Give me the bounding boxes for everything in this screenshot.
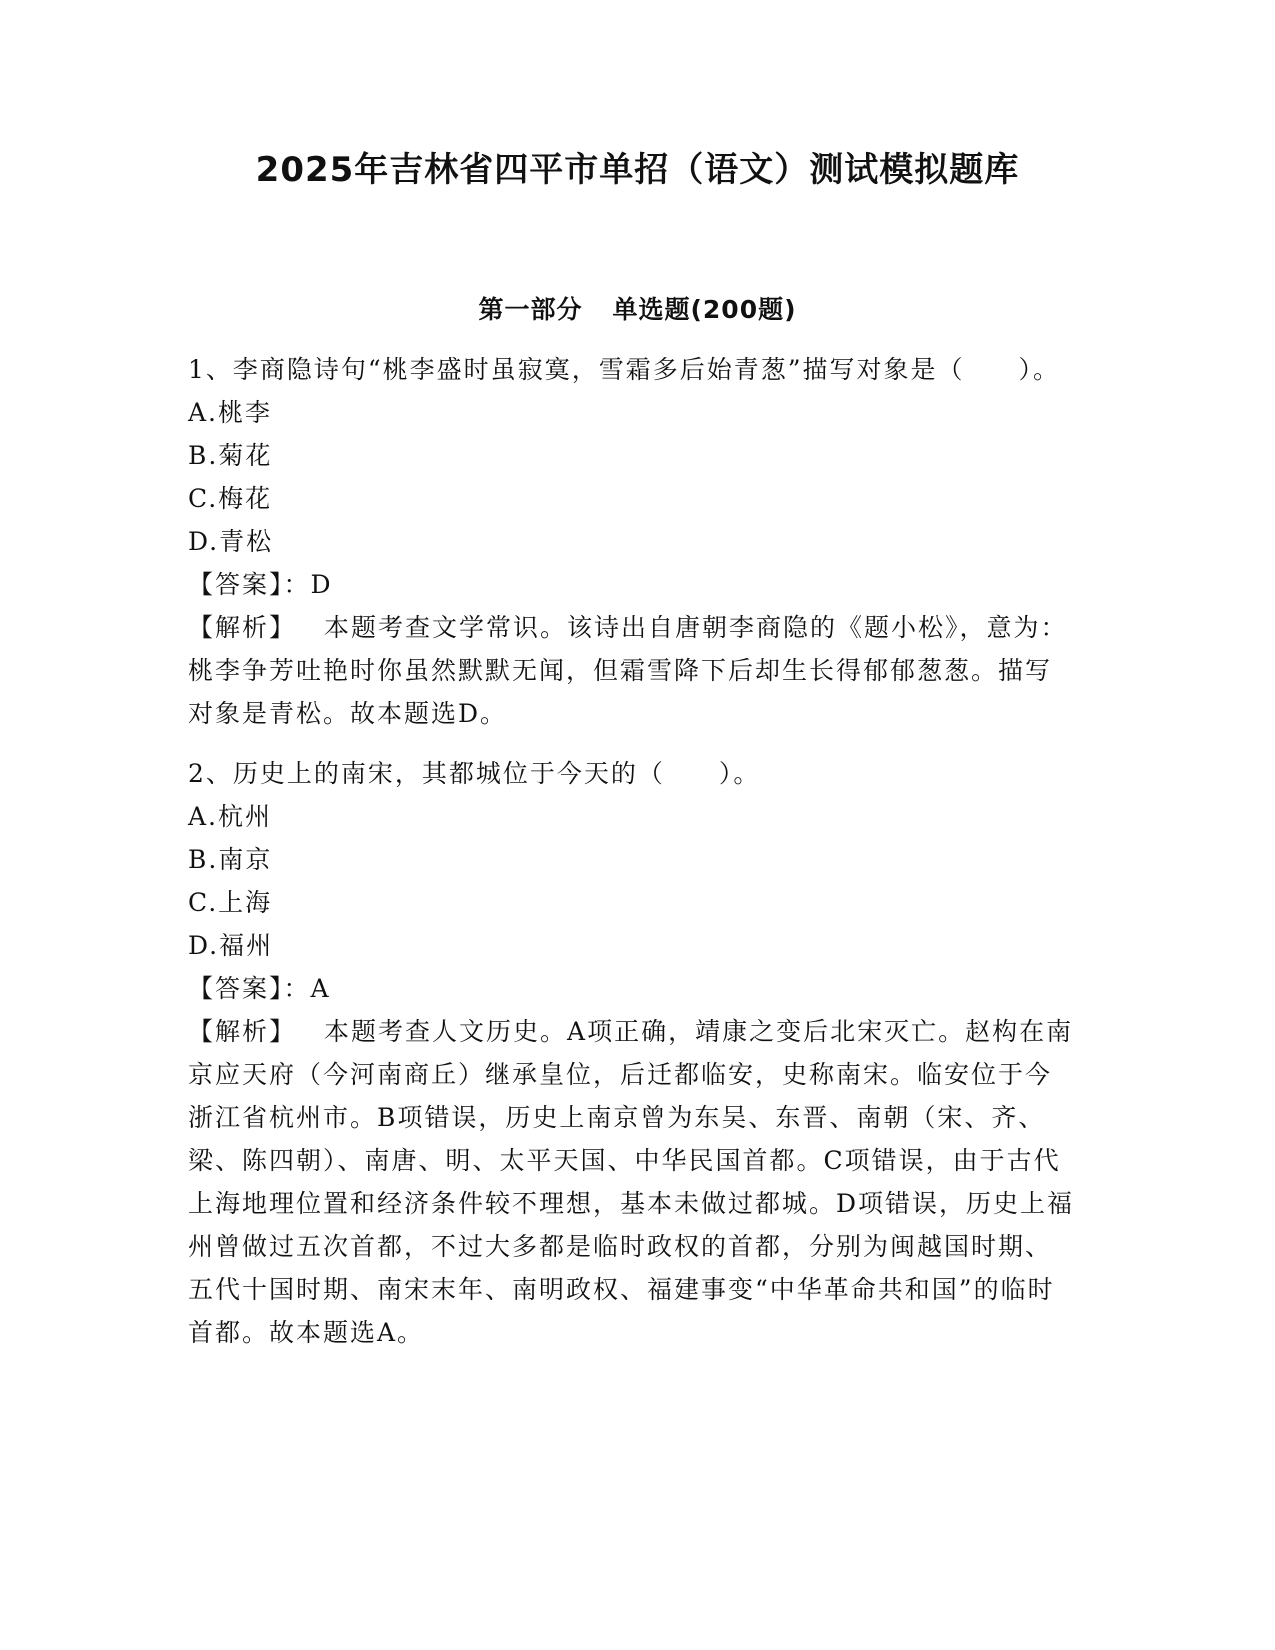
analysis-label: 【解析】 [188, 613, 297, 642]
section-heading [0, 290, 1275, 326]
option-c: C.上海 [188, 888, 273, 917]
answer-value: A [310, 974, 331, 1003]
question-list [188, 348, 1078, 1371]
option-d: D.福州 [188, 931, 274, 960]
option-b: B.南京 [188, 845, 273, 874]
analysis-line [188, 1010, 1078, 1354]
option-b: B.菊花 [188, 441, 273, 470]
question-stem: 2、历史上的南宋，其都城位于今天的（ ）。 [188, 759, 761, 788]
answer-line [188, 563, 1078, 606]
question-stem: 1、李商隐诗句“桃李盛时虽寂寞，雪霜多后始青葱”描写对象是（ ）。 [188, 355, 1060, 384]
analysis-label: 【解析】 [188, 1017, 297, 1046]
section-name: 单选题(200题) [612, 295, 797, 324]
question-1 [188, 348, 1078, 735]
option-a: A.杭州 [188, 802, 273, 831]
analysis-text: 本题考查文学常识。该诗出自唐朝李商隐的《题小松》，意为：桃李争芳吐艳时你虽然默默无闻，但霜雪降下后却生长得郁郁葱葱。描写对象是青松。故本题选D。 [188, 613, 1068, 728]
answer-value: D [310, 570, 333, 599]
analysis-line [188, 606, 1078, 735]
document-title: 2025年吉林省四平市单招（语文）测试模拟题库 [255, 150, 1020, 190]
analysis-text: 本题考查人文历史。A项正确，靖康之变后北宋灭亡。赵构在南京应天府（今河南商丘）继承皇位，后迁都临安，史称南宋。临安位于今浙江省杭州市。B项错误，历史上南京曾为东吴、东晋、南朝（宋、齐、梁、陈四朝）、南唐、明、太平天国、中华民国首都。C项错误，由于古代上海地理位置和经济条件较不理想，基本未做过都城。D项错误，历史上福州曾做过五次首都，不过大多都是临时政权的首都，分别为闽越国时期、五代十国时期、南宋末年、南明政权、福建事变“中华革命共和国”的临时首都。故本题选A。 [188, 1017, 1075, 1347]
option-c: C.梅花 [188, 484, 273, 513]
answer-label: 【答案】： [188, 570, 311, 599]
answer-label: 【答案】： [188, 974, 311, 1003]
option-a: A.桃李 [188, 398, 273, 427]
option-d: D.青松 [188, 527, 274, 556]
section-part: 第一部分 [478, 295, 583, 324]
question-2 [188, 752, 1078, 1354]
answer-line [188, 967, 1078, 1010]
